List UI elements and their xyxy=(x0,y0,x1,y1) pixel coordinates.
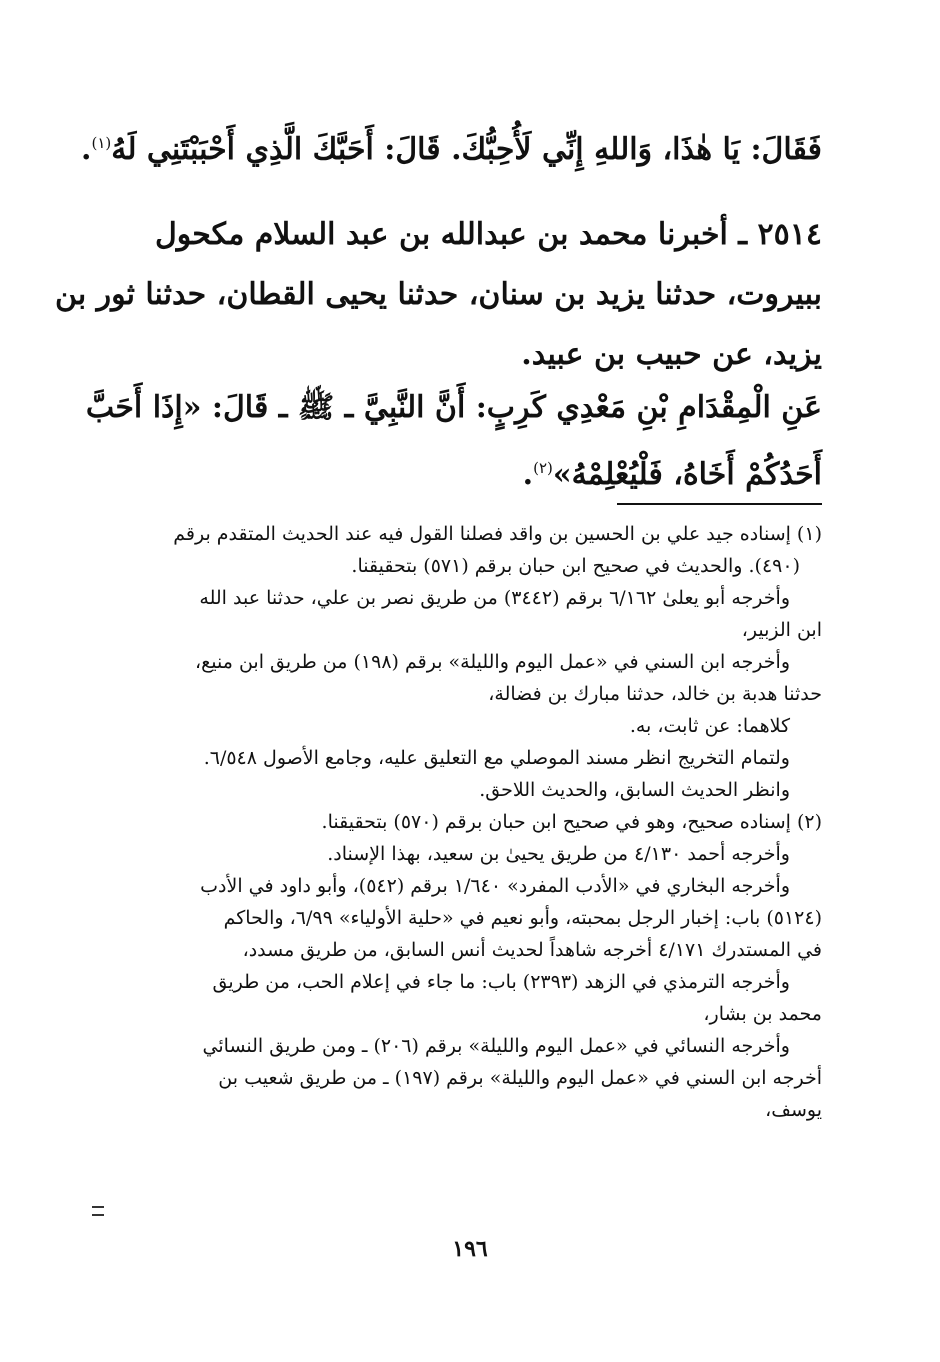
hadith-number: ٢٥١٤ xyxy=(757,217,822,252)
footnote-ref-2[interactable]: (٢) xyxy=(533,459,553,477)
footnote-separator xyxy=(617,503,822,505)
footnote-line: (٤٩٠). والحديث في صحيح ابن حبان برقم (٥٧١) بتحقيقنا. xyxy=(351,555,800,577)
footnote-line: كلاهما: عن ثابت، به. xyxy=(629,715,790,737)
hadith-isnad-paragraph xyxy=(54,205,822,385)
margin-equals-mark xyxy=(92,1206,104,1216)
footnote-line: (٢) إسناده صحيح، وهو في صحيح ابن حبان برقم (٥٧٠) بتحقيقنا. xyxy=(321,811,822,833)
footnote-line: في المستدرك ٤/١٧١ أخرجه شاهداً لحديث أنس السابق، من طريق مسدد، xyxy=(242,939,822,961)
footnote-line: وأخرجه أحمد ٤/١٣٠ من طريق يحيىٰ بن سعيد، بهذا الإسناد. xyxy=(327,843,790,865)
footnote-line: (١) إسناده جيد علي بن الحسين بن واقد فصلنا القول فيه عند الحديث المتقدم برقم xyxy=(173,523,822,545)
matn-line-1: عَنِ الْمِقْدَامِ بْنِ مَعْدِي كَرِبٍ: أَنَّ النَّبِيَّ ـ ﷺ ـ قَالَ: «إِذَا أَحَبَّ xyxy=(85,390,822,425)
footnote-line: حدثنا هدبة بن خالد، حدثنا مبارك بن فضالة، xyxy=(488,683,822,705)
footnote-line: (٥١٢٤) باب: إخبار الرجل بمحبته، وأبو نعيم في «حلية الأولياء» ٦/٩٩، والحاكم xyxy=(223,907,822,929)
footnote-line: وأخرجه البخاري في «الأدب المفرد» ١/٦٤٠ برقم (٥٤٢)، وأبو داود في الأدب xyxy=(200,875,790,897)
matn-line-2-text: أَحَدُكُمْ أَخَاهُ، فَلْيُعْلِمْهُ» xyxy=(552,457,822,492)
hadith-matn-paragraph xyxy=(85,378,822,505)
isnad-line-2: ببيروت، حدثنا يزيد بن سنان، حدثنا يحيى القطان، حدثنا ثور بن xyxy=(54,277,822,312)
footnote-line: ابن الزبير، xyxy=(741,619,822,641)
opening-text-line xyxy=(81,132,822,167)
footnote-line: يوسف، xyxy=(765,1099,822,1121)
footnote-ref-1[interactable]: (١) xyxy=(91,134,112,152)
footnote-line: وانظر الحديث السابق، والحديث اللاحق. xyxy=(479,779,790,801)
isnad-line-1 xyxy=(108,205,822,265)
matn-line-2-end: . xyxy=(522,457,534,492)
footnote-line: وأخرجه النسائي في «عمل اليوم والليلة» برقم (٢٠٦) ـ ومن طريق النسائي xyxy=(202,1035,790,1057)
isnad-line-1-text: ـ أخبرنا محمد بن عبدالله بن عبد السلام مكحول xyxy=(154,217,748,252)
footnotes-block xyxy=(108,518,822,1126)
footnote-line: وأخرجه الترمذي في الزهد (٢٣٩٣) باب: ما جاء في إعلام الحب، من طريق xyxy=(212,971,790,993)
footnote-line: محمد بن بشار، xyxy=(703,1003,822,1025)
isnad-line-3: يزيد، عن حبيب بن عبيد. xyxy=(521,337,822,372)
footnote-line: ولتمام التخريج انظر مسند الموصلي مع التعليق عليه، وجامع الأصول ٦/٥٤٨. xyxy=(203,747,790,769)
footnote-line: وأخرجه أبو يعلىٰ ٦/١٦٢ برقم (٣٤٤٢) من طريق نصر بن علي، حدثنا عبد الله xyxy=(199,587,790,609)
opening-text: فَقَالَ: يَا هٰذَا، وَاللهِ إِنِّي لَأُحِبُّكَ. قَالَ: أَحَبَّكَ الَّذِي أَحْبَبْتَنِي لَهُ xyxy=(111,132,822,167)
footnote-line: أخرجه ابن السني في «عمل اليوم والليلة» برقم (١٩٧) ـ من طريق شعيب بن xyxy=(218,1067,822,1089)
footnote-line: وأخرجه ابن السني في «عمل اليوم والليلة» برقم (١٩٨) من طريق ابن منيع، xyxy=(195,651,790,673)
matn-line-2 xyxy=(108,438,822,505)
page-number: ١٩٦ xyxy=(452,1236,488,1262)
opening-text-end: . xyxy=(81,132,92,167)
